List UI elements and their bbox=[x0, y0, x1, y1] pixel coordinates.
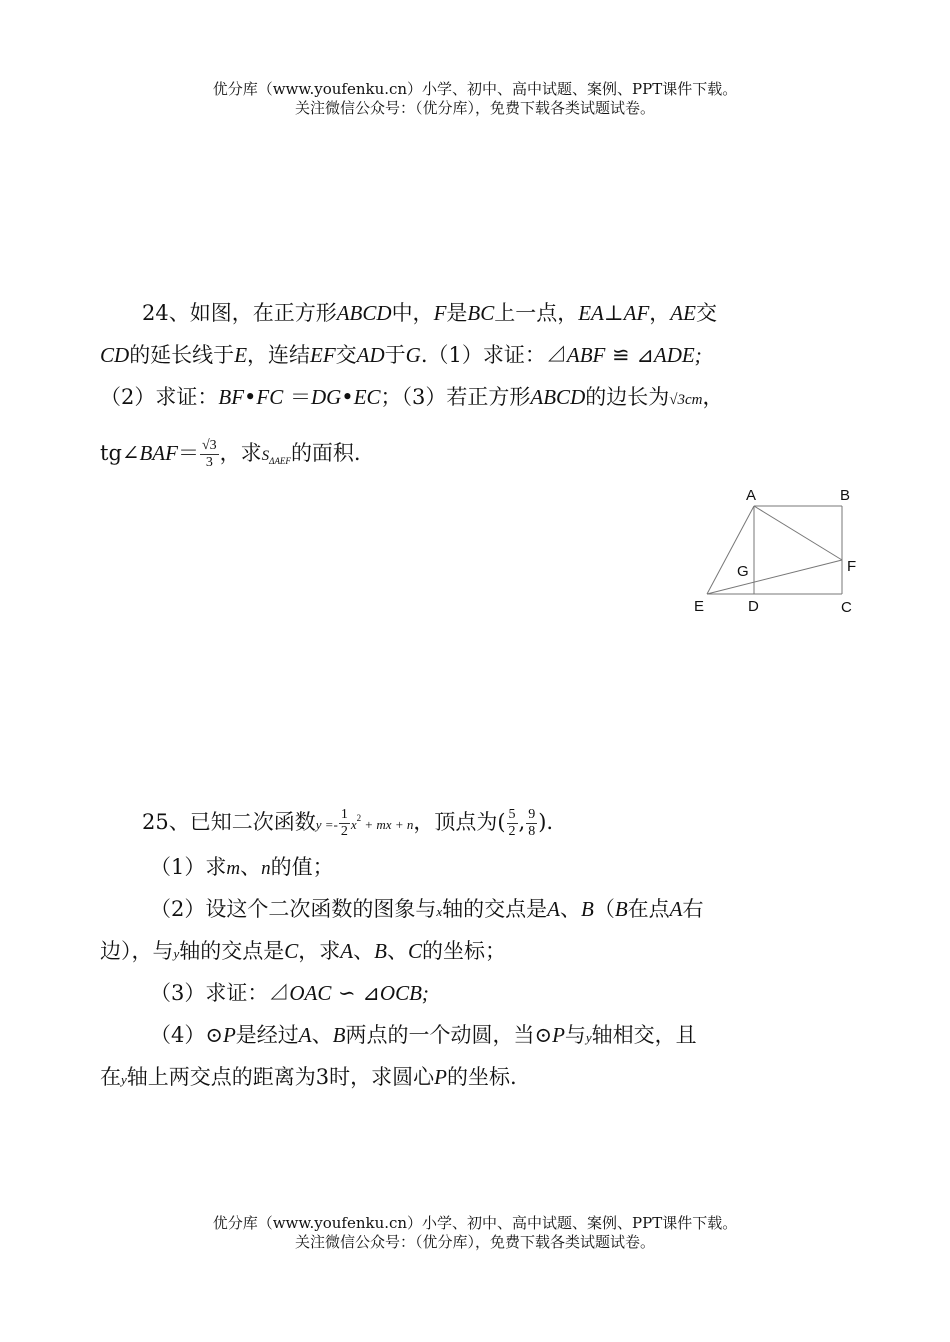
q24-text: ABCD bbox=[336, 301, 392, 325]
footer-line-1: 优分库（www.youfenku.cn）小学、初中、高中试题、案例、PPT课件下载。 bbox=[212, 1214, 738, 1232]
q24-text: ＝ bbox=[283, 385, 311, 409]
q24-line-1 bbox=[100, 292, 856, 334]
q25-text: 在 bbox=[100, 1065, 121, 1089]
q25-text: m bbox=[226, 858, 241, 879]
label-F: F bbox=[847, 558, 857, 575]
q25-text: 、 bbox=[311, 1023, 333, 1047]
q25-text: （3）求证：⊿ bbox=[150, 981, 290, 1005]
q24-text: BC bbox=[467, 301, 495, 325]
q24-text: • bbox=[244, 385, 257, 409]
q24-text: ABF bbox=[566, 343, 606, 367]
q24-text: （2）求证： bbox=[100, 385, 219, 409]
q24-text: ≌ ⊿ bbox=[605, 343, 654, 367]
q24-text: EC bbox=[353, 385, 381, 409]
fraction-denominator: 3 bbox=[205, 455, 213, 470]
q25-text: ). bbox=[538, 810, 554, 834]
function-lhs: y =- bbox=[315, 817, 338, 832]
q24-text: 24、如图，在正方形 bbox=[142, 301, 337, 325]
q24-text: DG bbox=[310, 385, 342, 409]
page-header bbox=[0, 80, 950, 118]
q24-text: G bbox=[405, 343, 421, 367]
question-24 bbox=[100, 292, 856, 488]
segment-EF bbox=[707, 560, 842, 594]
q25-text: 轴的交点是 bbox=[179, 939, 285, 963]
fraction-five-halves bbox=[507, 807, 518, 840]
q24-text: 上一点， bbox=[494, 301, 579, 325]
q25-text: 、 bbox=[353, 939, 375, 963]
q25-text: OAC bbox=[289, 981, 332, 1005]
q25-text: ，顶点为( bbox=[413, 810, 506, 834]
q24-text: ；（3）若正方形 bbox=[380, 385, 531, 409]
q24-text: 交 bbox=[335, 343, 357, 367]
q25-text: 的坐标. bbox=[446, 1065, 517, 1089]
q24-text: AD bbox=[356, 343, 385, 367]
function-rest: + mx + n bbox=[361, 817, 414, 832]
q25-text: 轴的交点是 bbox=[442, 897, 548, 921]
q25-text: 25、已知二次函数 bbox=[142, 810, 316, 834]
q24-text: 中， bbox=[391, 301, 434, 325]
q25-text: （ bbox=[593, 897, 615, 921]
fraction-denominator: 2 bbox=[340, 824, 348, 839]
q25-part-4-line-2 bbox=[100, 1056, 856, 1098]
q25-part-4-line-1 bbox=[100, 1014, 856, 1056]
page-footer bbox=[0, 1214, 950, 1252]
q24-text: ADE; bbox=[653, 343, 702, 367]
label-B: B bbox=[840, 487, 851, 504]
side-length-value: √3cm bbox=[669, 392, 703, 408]
q25-part-2-line-2 bbox=[100, 930, 856, 972]
fraction-sqrt3-over-3 bbox=[200, 438, 219, 471]
q25-text: 的坐标； bbox=[421, 939, 506, 963]
fraction-numerator: 5 bbox=[508, 807, 516, 822]
q25-text: P bbox=[434, 1065, 447, 1089]
header-line-1: 优分库（www.youfenku.cn）小学、初中、高中试题、案例、PPT课件下载。 bbox=[212, 80, 738, 98]
fraction-numerator: 9 bbox=[528, 807, 536, 822]
q25-text: 的值； bbox=[270, 855, 334, 879]
q25-text: y bbox=[173, 946, 180, 961]
footer-line-2: 关注微信公众号：（优分库），免费下载各类试题试卷。 bbox=[294, 1233, 655, 1251]
q25-text: C bbox=[407, 939, 422, 963]
square-figure bbox=[690, 482, 870, 622]
fraction-one-half bbox=[339, 807, 350, 840]
q25-text: y bbox=[585, 1030, 592, 1045]
fraction-denominator: 8 bbox=[528, 824, 536, 839]
q24-text: • bbox=[341, 385, 354, 409]
q25-text: （1）求 bbox=[150, 855, 227, 879]
q25-text: A bbox=[669, 897, 683, 921]
q24-text: ，连结 bbox=[247, 343, 311, 367]
q25-text: ，求 bbox=[298, 939, 341, 963]
label-A: A bbox=[746, 487, 757, 504]
q24-text: ，求 bbox=[219, 441, 262, 465]
question-25 bbox=[100, 790, 856, 1098]
q25-text: 是经过 bbox=[235, 1023, 299, 1047]
q25-text: y bbox=[121, 1072, 127, 1087]
q25-part-2-line-1 bbox=[100, 888, 856, 930]
label-C: C bbox=[841, 599, 852, 616]
fraction-numerator: 1 bbox=[340, 807, 348, 822]
q24-text: .（1）求证：⊿ bbox=[420, 343, 567, 367]
q24-line-2 bbox=[100, 334, 856, 376]
q25-text: A bbox=[547, 897, 560, 921]
q25-text: A bbox=[298, 1023, 312, 1047]
exponent: 2 bbox=[356, 813, 362, 823]
q25-text: ∽ ⊿ bbox=[331, 981, 380, 1005]
label-E: E bbox=[694, 598, 705, 615]
q24-text: CD bbox=[100, 343, 130, 367]
q24-text: 的边长为 bbox=[585, 385, 670, 409]
q25-text: B bbox=[580, 897, 594, 921]
q24-text: F bbox=[433, 301, 447, 325]
q25-text: P bbox=[222, 1023, 236, 1047]
segment-AE bbox=[707, 506, 754, 594]
q25-text: 、 bbox=[559, 897, 581, 921]
q24-text: BF bbox=[218, 385, 245, 409]
q24-line-3 bbox=[100, 376, 856, 418]
q25-text: x bbox=[436, 904, 443, 919]
q24-text: tg∠ bbox=[100, 441, 140, 465]
q24-text: 的面积. bbox=[290, 441, 361, 465]
q24-text: 交 bbox=[695, 301, 717, 325]
fraction-numerator: √3 bbox=[201, 438, 217, 453]
q25-text: 、 bbox=[386, 939, 408, 963]
q24-text: AE bbox=[670, 301, 696, 325]
fraction-nine-eighths bbox=[526, 807, 537, 840]
segment-AF bbox=[754, 506, 842, 560]
q25-text: 在点 bbox=[627, 897, 670, 921]
q25-line-1 bbox=[100, 790, 856, 846]
q25-text: 、 bbox=[240, 855, 262, 879]
q25-text: B bbox=[332, 1023, 346, 1047]
q24-text: BAF bbox=[139, 441, 178, 465]
q25-text: 与 bbox=[564, 1023, 586, 1047]
q24-text: EF bbox=[310, 343, 336, 367]
q24-text: 是 bbox=[446, 301, 468, 325]
q25-text: P bbox=[552, 1023, 565, 1047]
fraction-denominator: 2 bbox=[508, 824, 516, 839]
label-G: G bbox=[737, 563, 749, 580]
q25-text: C bbox=[284, 939, 299, 963]
header-line-2: 关注微信公众号：（优分库），免费下载各类试题试卷。 bbox=[294, 99, 655, 117]
q25-text: B bbox=[374, 939, 387, 963]
label-D: D bbox=[748, 598, 759, 615]
q25-text: 右 bbox=[682, 897, 704, 921]
q24-text: ， bbox=[649, 301, 671, 325]
q24-text: 的延长线于 bbox=[129, 343, 235, 367]
q25-part-1 bbox=[100, 846, 856, 888]
area-symbol: S bbox=[261, 448, 270, 464]
q24-text: FC bbox=[256, 385, 284, 409]
q25-text: （2）设这个二次函数的图象与 bbox=[150, 897, 437, 921]
q25-text: n bbox=[261, 858, 271, 879]
q25-text: 轴相交，且 bbox=[591, 1023, 697, 1047]
q25-text: , bbox=[518, 810, 526, 834]
area-subscript: ΔAEF bbox=[269, 456, 291, 466]
q24-text: E bbox=[234, 343, 248, 367]
q25-text: A bbox=[340, 939, 354, 963]
q24-text: EA⊥AF bbox=[578, 301, 650, 325]
q24-text: ， bbox=[702, 385, 724, 409]
q24-line-4 bbox=[100, 418, 856, 488]
q25-text: 边），与 bbox=[100, 939, 174, 963]
q24-text: ABCD bbox=[530, 385, 586, 409]
q25-part-3 bbox=[100, 972, 856, 1014]
q24-text: 于 bbox=[384, 343, 406, 367]
q25-text: 两点的一个动圆，当⊙ bbox=[345, 1023, 553, 1047]
q24-text: ＝ bbox=[177, 441, 199, 465]
q25-text: 轴上两交点的距离为3时，求圆心 bbox=[126, 1065, 435, 1089]
q25-text: （4）⊙ bbox=[150, 1023, 223, 1047]
variable-x: x bbox=[350, 817, 357, 832]
q25-text: OCB; bbox=[379, 981, 429, 1005]
q25-text: B bbox=[614, 897, 628, 921]
